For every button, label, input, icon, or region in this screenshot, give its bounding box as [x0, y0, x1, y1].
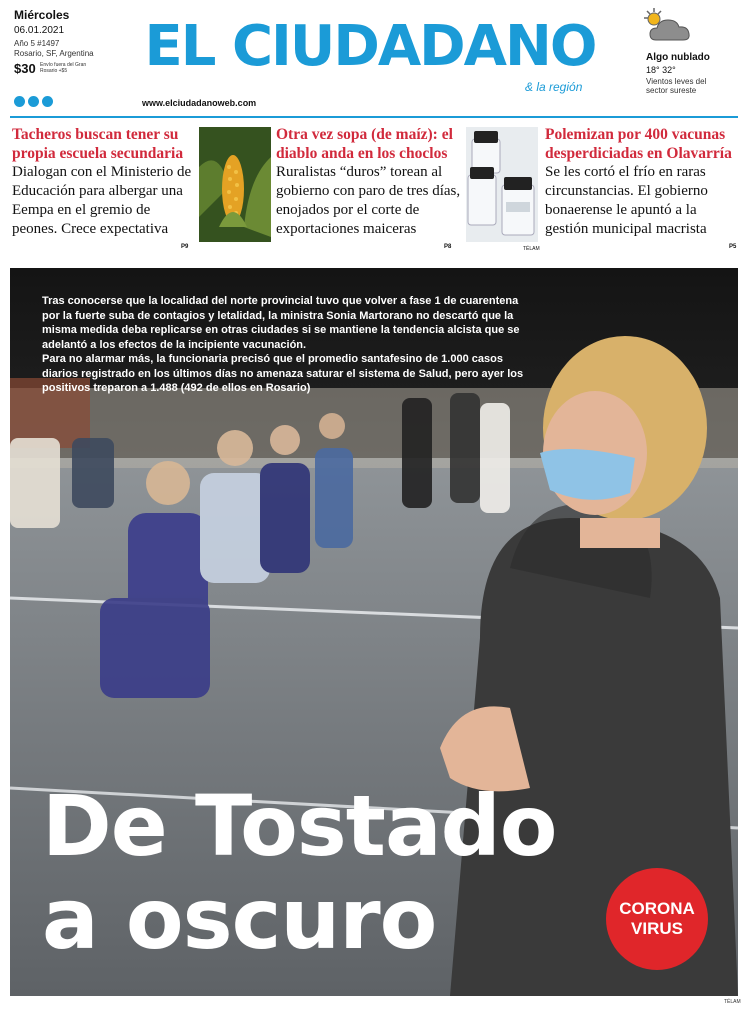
social-links [14, 96, 53, 107]
newspaper-logo: EL CIUDADANO [144, 14, 596, 79]
website-link[interactable]: www.elciudadanoweb.com [142, 98, 257, 108]
lead-intro [42, 294, 532, 396]
masthead-date: 06.01.2021 [14, 25, 65, 36]
photo-credit: TÉLAM [523, 246, 540, 252]
masthead-edition: Año 5 #1497 [14, 39, 60, 48]
coronavirus-badge[interactable] [606, 868, 708, 970]
vaccine-vials-photo [466, 127, 538, 242]
story-headline: Otra vez sopa (de maíz): el diablo anda en los choclos [276, 126, 453, 162]
lead-headline[interactable] [42, 777, 642, 968]
story-body: Dialogan con el Ministerio de Educación para albergar una Eempa en el gremio de peones. Crece expectativa [12, 164, 192, 237]
masthead-divider [10, 116, 738, 118]
story-wasted-vaccines[interactable] [545, 125, 741, 239]
badge-line: VIRUS [631, 919, 683, 938]
story-body: Ruralistas “duros” torean al gobierno con paro de tres días, enojados por el corte de exportaciones maiceras [276, 164, 461, 237]
twitter-icon[interactable] [28, 96, 39, 107]
story-headline: Polemizan por 400 vacunas desperdiciadas en Olavarría [545, 126, 732, 162]
instagram-icon[interactable] [42, 96, 53, 107]
weather-status: Algo nublado [646, 52, 710, 63]
story-headline: Tacheros buscan tener su propia escuela secundaria [12, 126, 184, 162]
lead-intro-paragraph: Para no alarmar más, la funcionaria precisó que el promedio santafesino de 1.000 casos diarios registrado en los últimos días no amenaza saturar el sistema de Salud, pero ayer los positivos treparon a 1.488 (492 de ellos en Rosario) [42, 353, 524, 394]
lead-headline-line: a oscuro [42, 870, 437, 968]
masthead-day: Miércoles [14, 8, 70, 22]
weather-temperature: 18° 32° [646, 65, 676, 75]
story-taxi-school[interactable] [12, 125, 196, 239]
story-corn-strike[interactable] [276, 125, 464, 239]
lead-photo-credit: TÉLAM [724, 999, 741, 1005]
masthead-price-note: Envío fuera del Gran Rosario +$5 [40, 62, 87, 74]
story-body: Se les cortó el frío en raras circunstancias. El gobierno bonaerense le apuntó a la gestión municipal macrista [545, 164, 708, 237]
page-reference: P9 [181, 244, 189, 250]
weather-wind: Vientos leves del sector sureste [646, 77, 707, 95]
page-reference: P5 [729, 244, 737, 250]
facebook-icon[interactable] [14, 96, 25, 107]
lead-intro-paragraph: Tras conocerse que la localidad del norte provincial tuvo que volver a fase 1 de cuarentena por la fuerte suba de contagios y letalidad, la ministra Sonia Martorano no descartó que la misma medida deba replicarse en otras ciudades si se mantiene la tendencia alcista que se adelantó a los efectos de la incipiente vacunación. [42, 295, 520, 351]
corn-photo [199, 127, 271, 242]
page-reference: P8 [444, 244, 452, 250]
masthead-price: $30 [14, 61, 36, 76]
masthead-tagline: & la región [525, 80, 583, 94]
partly-cloudy-icon [640, 6, 696, 46]
masthead-location: Rosario, SF, Argentina [14, 49, 94, 58]
lead-headline-line: De Tostado [42, 777, 557, 875]
badge-line: CORONA [619, 899, 695, 918]
